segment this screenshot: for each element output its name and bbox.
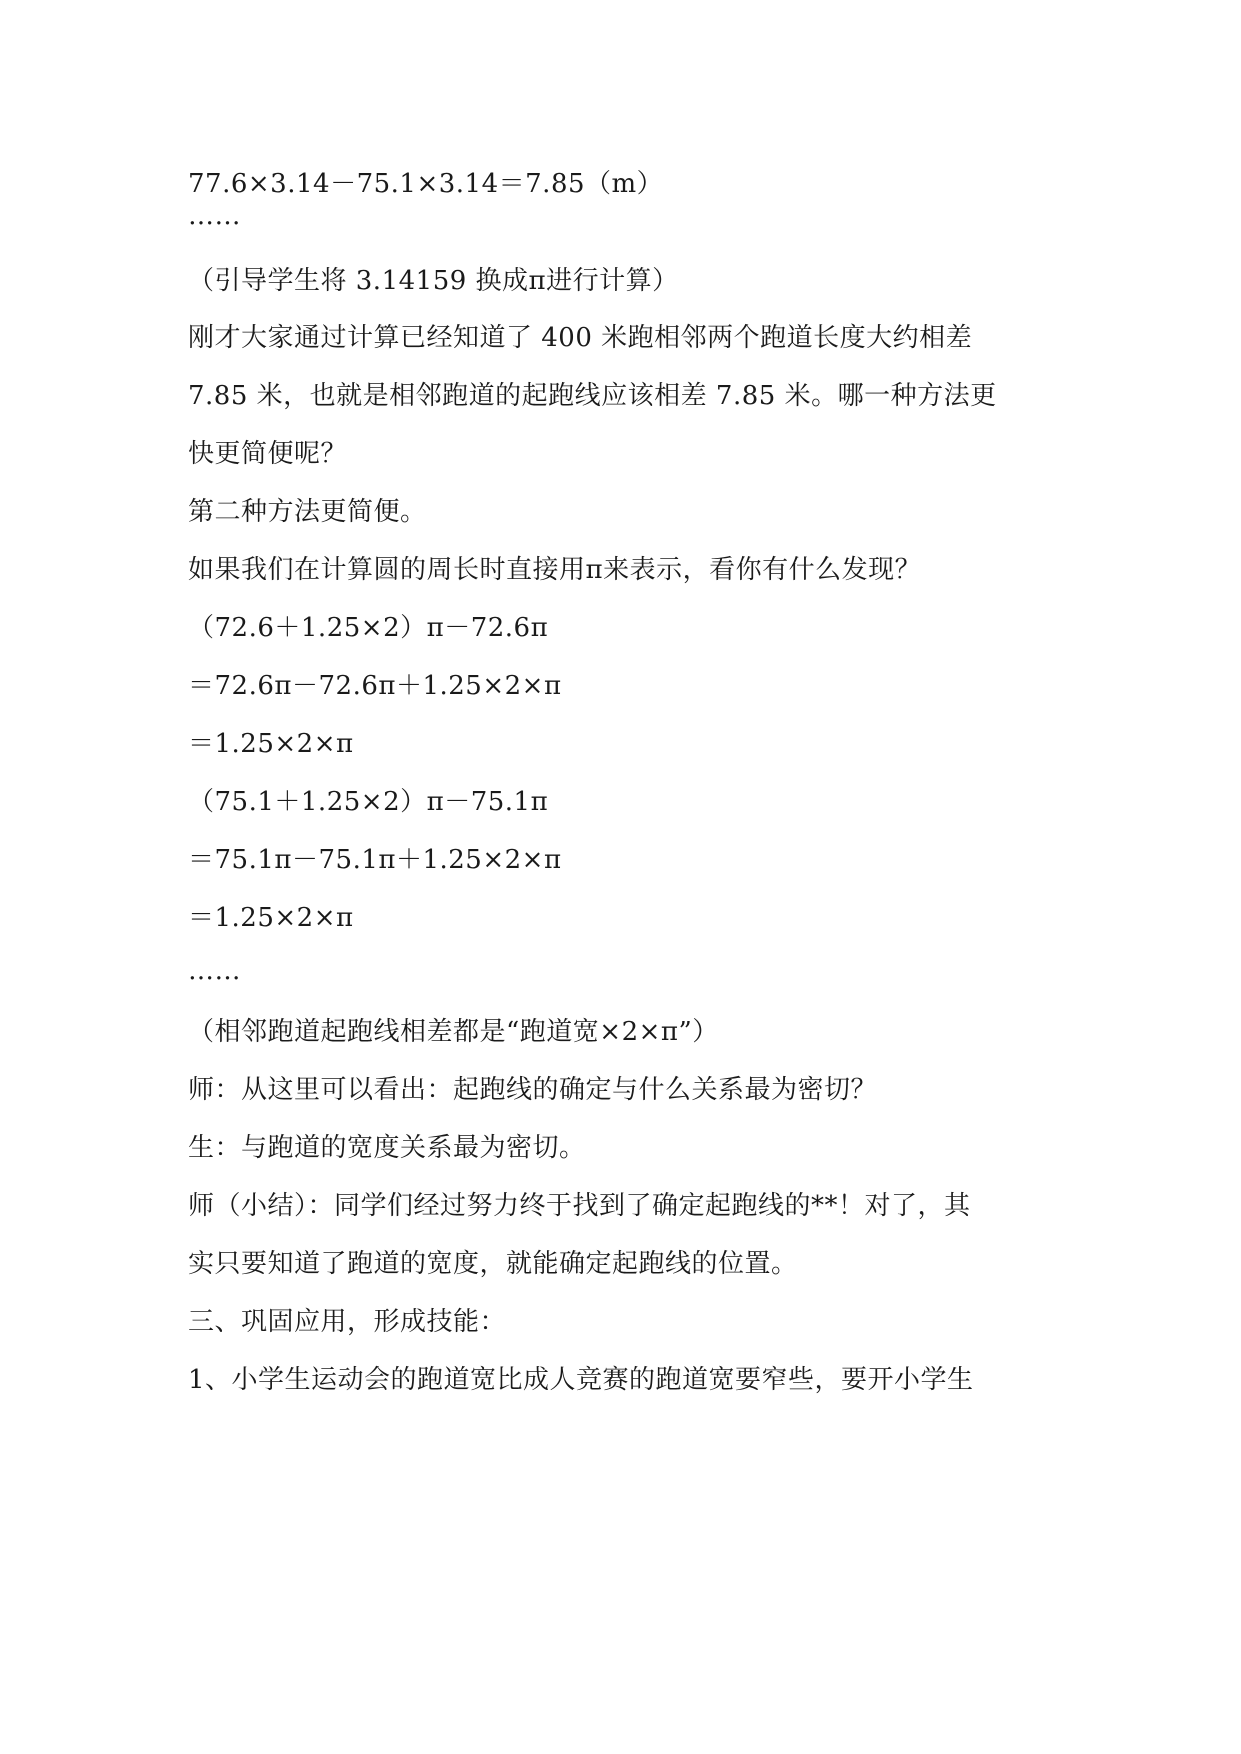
formula-line: ＝1.25×2×π: [188, 729, 354, 759]
ellipsis-line: ……: [188, 201, 241, 231]
note-line: （相邻跑道起跑线相差都是“跑道宽×2×π”）: [188, 1017, 719, 1047]
note-line: （引导学生将 3.14159 换成π进行计算）: [188, 266, 679, 296]
formula-line: 77.6×3.14－75.1×3.14＝7.85（m）: [188, 169, 664, 199]
ellipsis-line: ……: [188, 956, 241, 986]
formula-line: （72.6＋1.25×2）π－72.6π: [188, 613, 549, 643]
formula-line: ＝72.6π－72.6π＋1.25×2×π: [188, 671, 562, 701]
formula-line: ＝75.1π－75.1π＋1.25×2×π: [188, 845, 562, 875]
text-line: 第二种方法更简便。: [188, 497, 427, 527]
text-line: 快更简便呢？: [188, 439, 348, 469]
text-line: 实只要知道了跑道的宽度，就能确定起跑线的位置。: [188, 1249, 798, 1279]
text-line: 7.85 米，也就是相邻跑道的起跑线应该相差 7.85 米。哪一种方法更: [188, 381, 997, 411]
dialogue-line: 师：从这里可以看出：起跑线的确定与什么关系最为密切？: [188, 1075, 878, 1105]
section-heading: 三、巩固应用，形成技能：: [188, 1307, 507, 1337]
text-line: 如果我们在计算圆的周长时直接用π来表示，看你有什么发现？: [188, 555, 922, 585]
dialogue-line: 师（小结）：同学们经过努力终于找到了确定起跑线的**！对了，其: [188, 1191, 971, 1221]
dialogue-line: 生：与跑道的宽度关系最为密切。: [188, 1133, 586, 1163]
text-line: 刚才大家通过计算已经知道了 400 米跑相邻两个跑道长度大约相差: [188, 323, 973, 353]
formula-line: ＝1.25×2×π: [188, 903, 354, 933]
formula-line: （75.1＋1.25×2）π－75.1π: [188, 787, 549, 817]
text-line: 1、小学生运动会的跑道宽比成人竞赛的跑道宽要窄些，要开小学生: [188, 1365, 974, 1395]
